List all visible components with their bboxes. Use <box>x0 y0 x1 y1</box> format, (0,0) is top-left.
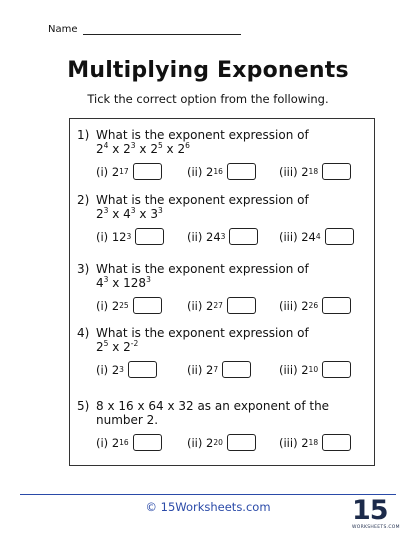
site-logo <box>352 495 400 535</box>
question-number: 1) <box>77 128 90 142</box>
option-ii: (ii) 24 3 <box>187 227 258 246</box>
answer-options <box>77 227 371 246</box>
question-3 <box>77 262 371 315</box>
answer-checkbox[interactable] <box>133 297 162 314</box>
answer-checkbox[interactable] <box>229 228 258 245</box>
option-i: (i) 2 25 <box>96 296 162 315</box>
question-2 <box>77 193 371 246</box>
option-iii: (iii) 2 18 <box>279 162 351 181</box>
worksheet-title: Multiplying Exponents <box>67 58 349 83</box>
name-row <box>48 24 241 35</box>
footer-copyright-link[interactable]: © 15Worksheets.com <box>145 500 271 514</box>
question-text: 8 x 16 x 64 x 32 as an exponent of the number 2. <box>96 399 330 427</box>
question-expression: $4^3$ x $128^3$ <box>96 275 151 290</box>
logo-number: 15 <box>352 495 388 526</box>
option-i: (i) 2 16 <box>96 433 162 452</box>
worksheet-instruction: Tick the correct option from the following. <box>87 92 329 106</box>
option-ii: (ii) 2 16 <box>187 162 256 181</box>
option-iii: (iii) 2 18 <box>279 433 351 452</box>
answer-checkbox[interactable] <box>135 228 164 245</box>
answer-options <box>77 433 371 452</box>
question-4 <box>77 326 371 379</box>
option-ii: (ii) 2 20 <box>187 433 256 452</box>
question-1 <box>77 128 371 181</box>
answer-checkbox[interactable] <box>222 361 251 378</box>
questions-box <box>69 118 375 466</box>
question-text: What is the exponent expression of <box>96 128 309 142</box>
question-text: What is the exponent expression of <box>96 193 309 207</box>
answer-checkbox[interactable] <box>322 361 351 378</box>
answer-checkbox[interactable] <box>227 434 256 451</box>
answer-options <box>77 360 371 379</box>
question-number: 2) <box>77 193 90 207</box>
answer-checkbox[interactable] <box>322 434 351 451</box>
question-expression: $2^5$ x $2^{-2}$ <box>96 339 139 354</box>
answer-options <box>77 296 371 315</box>
name-line <box>83 24 241 35</box>
answer-checkbox[interactable] <box>227 297 256 314</box>
question-5 <box>77 399 371 452</box>
answer-options <box>77 162 371 181</box>
option-i: (i) 2 3 <box>96 360 157 379</box>
question-expression: $2^3$ x $4^3$ x $3^3$ <box>96 206 163 221</box>
answer-checkbox[interactable] <box>322 163 351 180</box>
option-iii: (iii) 2 26 <box>279 296 351 315</box>
option-ii: (ii) 2 27 <box>187 296 256 315</box>
answer-checkbox[interactable] <box>227 163 256 180</box>
footer-divider <box>20 494 396 495</box>
answer-checkbox[interactable] <box>325 228 354 245</box>
logo-text: WORKSHEETS.COM <box>352 525 400 530</box>
question-text: What is the exponent expression of <box>96 262 309 276</box>
option-iii: (iii) 24 4 <box>279 227 354 246</box>
question-expression: $2^4$ x $2^3$ x $2^5$ x $2^6$ <box>96 141 190 156</box>
answer-checkbox[interactable] <box>322 297 351 314</box>
name-label: Name <box>48 24 78 35</box>
question-number: 5) <box>77 399 90 413</box>
answer-checkbox[interactable] <box>133 163 162 180</box>
answer-checkbox[interactable] <box>128 361 157 378</box>
option-i: (i) 2 17 <box>96 162 162 181</box>
option-i: (i) 12 3 <box>96 227 164 246</box>
question-text: What is the exponent expression of <box>96 326 309 340</box>
option-iii: (iii) 2 10 <box>279 360 351 379</box>
question-number: 4) <box>77 326 90 340</box>
answer-checkbox[interactable] <box>133 434 162 451</box>
option-ii: (ii) 2 7 <box>187 360 251 379</box>
question-number: 3) <box>77 262 90 276</box>
